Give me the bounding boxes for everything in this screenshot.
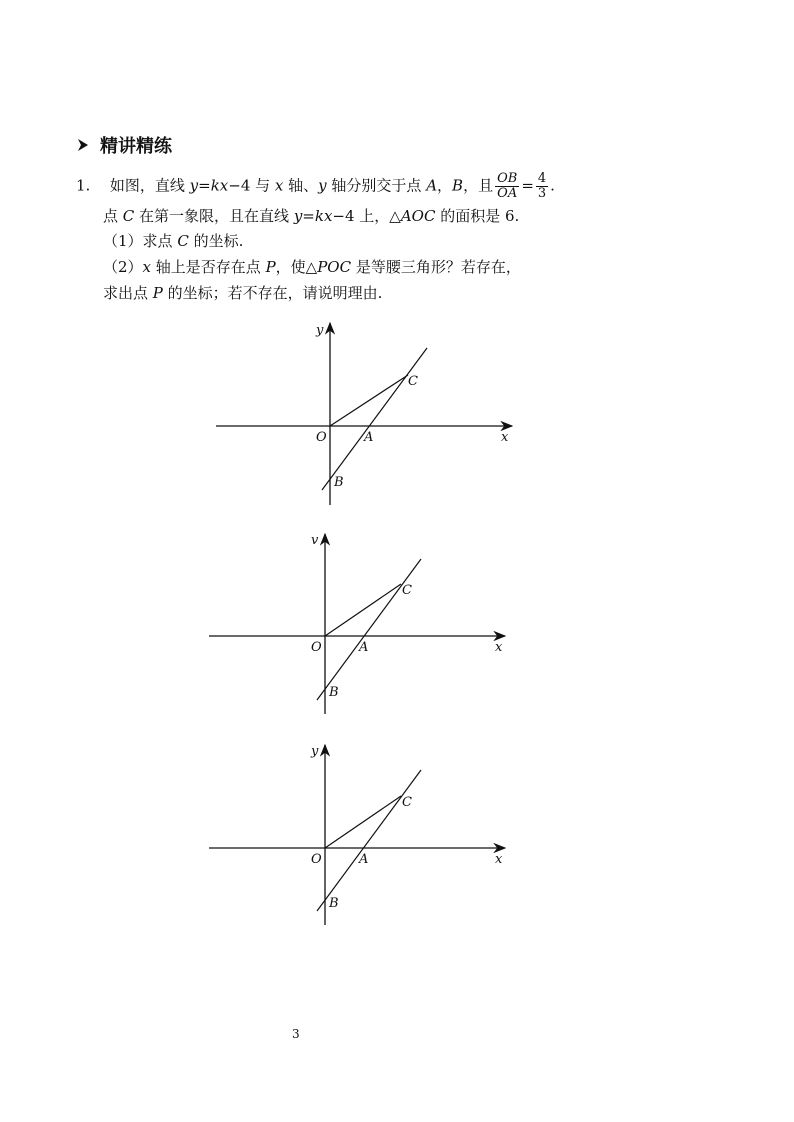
coordinate-diagram-2 (205, 528, 515, 723)
page-number: 3 (292, 1027, 300, 1041)
section-header (76, 132, 172, 158)
label-c: C (402, 583, 412, 598)
figure-1 (210, 315, 520, 514)
label-o: O (311, 852, 322, 867)
label-y: y (316, 323, 324, 338)
label-b: B (329, 685, 339, 700)
figure-2 (205, 528, 515, 727)
segment-oc (325, 796, 401, 848)
figure-3 (205, 739, 515, 938)
label-b: B (334, 475, 344, 490)
arrow-right-icon (76, 138, 90, 152)
label-c: C (408, 374, 418, 389)
label-x: x (495, 852, 503, 867)
label-o: O (316, 430, 327, 445)
coordinate-diagram-3 (205, 739, 515, 934)
problem-number: 1. (76, 176, 91, 195)
question-2: （2）x 轴上是否存在点 P，使△POC 是等腰三角形？若存在， (103, 258, 521, 276)
label-x: x (495, 640, 503, 655)
line-y-kx-minus-4 (317, 770, 421, 911)
problem-line-1: 1. 如图，直线 y=kx−4 与 x 轴、y 轴分别交于点 A，B，且 $\frac{OB}{OA}$ = $\frac{4}{3}$ . (76, 171, 555, 201)
line-y-kx-minus-4 (322, 348, 427, 490)
label-a: A (359, 640, 369, 655)
segment-oc (325, 584, 401, 636)
label-a: A (359, 852, 369, 867)
section-title: 精讲精练 (100, 136, 172, 157)
question-1: （1）求点 C 的坐标. (103, 232, 244, 250)
fraction-four-thirds: $\frac{4}{3}$ (537, 171, 547, 201)
label-a: A (364, 430, 374, 445)
question-2-continued: 求出点 P 的坐标；若不存在，请说明理由. (103, 284, 383, 302)
label-x: x (501, 430, 509, 445)
label-b: B (329, 896, 339, 911)
coordinate-diagram-1 (210, 315, 520, 510)
segment-oc (330, 375, 408, 426)
problem-line-2: 点 C 在第一象限，且在直线 y=kx−4 上，△AOC 的面积是 6. (103, 207, 520, 225)
label-c: C (402, 795, 412, 810)
fraction-ob-oa: $\frac{OB}{OA}$ (497, 171, 518, 201)
label-y: v (311, 533, 319, 548)
line-y-kx-minus-4 (317, 559, 421, 700)
label-y: y (311, 744, 319, 759)
label-o: O (311, 640, 322, 655)
